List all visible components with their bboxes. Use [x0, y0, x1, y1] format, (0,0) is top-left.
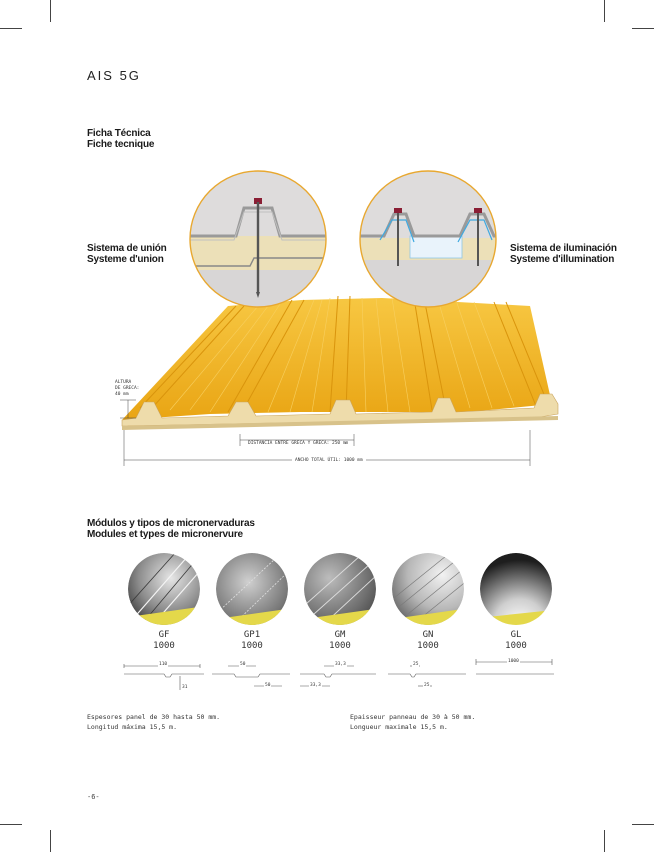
texture-gl — [480, 553, 553, 630]
joint-system-label-es: Sistema de unión — [87, 243, 167, 254]
variant-gf — [129, 630, 199, 652]
gp1-dim-bottom: 50 — [265, 683, 271, 688]
variant-width: 1000 — [417, 641, 439, 651]
lighting-system-label-es: Sistema de iluminación — [510, 243, 617, 254]
gl-dim-top: 1000 — [508, 659, 519, 664]
notes-fr — [350, 712, 475, 732]
texture-gn — [392, 553, 468, 631]
gm-dim-bottom: 33,3 — [310, 683, 321, 688]
gn-dim-top: 25 — [413, 662, 419, 667]
variant-width: 1000 — [505, 641, 527, 651]
gf-dim-side: 31 — [182, 685, 188, 690]
technical-sheet-heading — [87, 128, 154, 150]
variant-code: GL — [510, 630, 522, 640]
variant-code: GP1 — [243, 630, 261, 640]
variant-code: GM — [334, 630, 346, 640]
rib-distance-label: DISTANCIA ENTRE GRECA Y GRECA: 250 mm — [248, 441, 349, 446]
notes-es-line2: Longitud máxima 15,5 m. — [87, 723, 178, 731]
texture-gf — [126, 552, 206, 631]
variant-gn — [393, 630, 463, 652]
texture-gp1 — [216, 553, 290, 631]
rib-height-label — [115, 380, 139, 398]
sandwich-panel-illustration — [0, 160, 654, 480]
notes-es-line1: Espesores panel de 30 hasta 50 mm. — [87, 713, 221, 721]
joint-system-label-fr: Systeme d'union — [87, 254, 164, 265]
modules-heading — [87, 518, 255, 540]
modules-title-es: Módulos y tipos de micronervaduras — [87, 518, 255, 529]
crop-mark — [0, 824, 22, 825]
notes-es — [87, 712, 220, 732]
gm-dim-top: 33,3 — [335, 662, 346, 667]
variant-code: GN — [422, 630, 434, 640]
rib-height-line2: DE GRECA: — [115, 386, 140, 391]
modules-title-fr: Modules et types de micronervure — [87, 529, 243, 540]
micro-rib-textures — [0, 545, 654, 705]
notes-fr-line1: Epaisseur panneau de 30 à 50 mm. — [350, 713, 476, 721]
rib-height-line1: ALTURA — [115, 380, 132, 385]
document-title: AIS 5G — [87, 68, 141, 83]
notes-fr-line2: Longueur maximale 15,5 m. — [350, 723, 448, 731]
lighting-system-label-fr: Systeme d'illumination — [510, 254, 615, 265]
crop-mark — [604, 830, 605, 852]
crop-mark — [50, 0, 51, 22]
texture-gm — [304, 553, 378, 631]
crop-mark — [0, 28, 22, 29]
crop-mark — [632, 824, 654, 825]
variant-gp1 — [217, 630, 287, 652]
variant-gl — [481, 630, 551, 652]
variant-width: 1000 — [241, 641, 263, 651]
total-width-label: ANCHO TOTAL ÚTIL: 1000 mm — [292, 458, 366, 463]
crop-mark — [604, 0, 605, 22]
technical-sheet-title-es: Ficha Técnica — [87, 128, 151, 139]
page-number: -6- — [87, 793, 100, 801]
gp1-dim-top: 50 — [240, 662, 246, 667]
gf-dim-top: 110 — [159, 662, 168, 667]
variant-width: 1000 — [153, 641, 175, 651]
technical-sheet-title-fr: Fiche tecnique — [87, 139, 155, 150]
variant-code: GF — [158, 630, 170, 640]
crop-mark — [50, 830, 51, 852]
gn-dim-bottom: 25 — [424, 683, 430, 688]
crop-mark — [632, 28, 654, 29]
variant-gm — [305, 630, 375, 652]
rib-height-value: 40 mm — [115, 392, 129, 397]
variant-width: 1000 — [329, 641, 351, 651]
